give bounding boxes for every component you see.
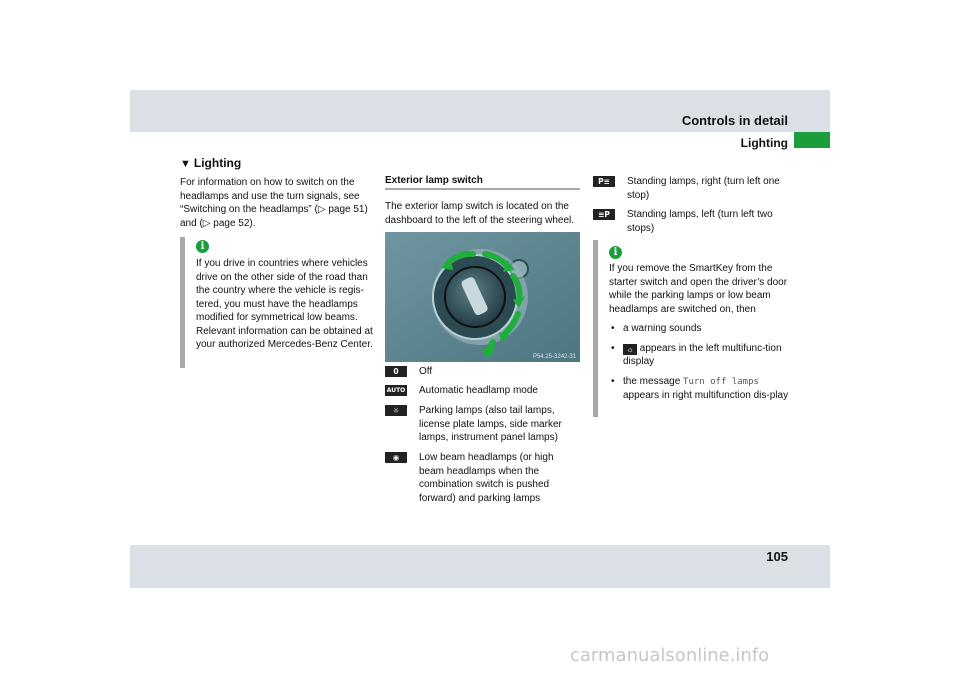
bullet-text: a warning sounds (623, 323, 702, 334)
bullet-warning-sound (609, 322, 789, 336)
footer-band (130, 545, 830, 588)
switch-item-parking (385, 404, 585, 446)
switch-item-low-beam (385, 451, 585, 507)
standing-label: Standing lamps, right (turn left one stop) (627, 176, 780, 201)
bullet-text: appears in the left multifunc-tion display (623, 342, 782, 367)
lamp-warning-icon: ☼ (623, 344, 637, 355)
bullet-display-icon (609, 342, 789, 369)
triangle-icon: ▼ (180, 158, 191, 170)
lamp-switch-photo (385, 232, 580, 362)
exterior-title: Exterior lamp switch (385, 175, 483, 186)
info-bar (180, 237, 185, 368)
info-text: If you drive in countries where vehicles drive on the other side of the road than the country where the vehicle is regis-tered, you must have the headlamps modified for symmetrical low beams. Relevant information can be obtained at your authorized Mercedes-Benz Center. (196, 258, 373, 350)
intro-text: For information on how to switch on the headlamps and use the turn signals, see “Switching on the headlamps” (▷ page 51) and (▷ page 52). (180, 177, 368, 229)
switch-item-label: Low beam headlamps (or high beam headlamps when the combination switch is pushed forward) and parking lamps (419, 452, 554, 504)
info-box-smartkey (593, 240, 793, 417)
page-number: 105 (766, 549, 788, 564)
section-title-text: Lighting (193, 156, 242, 170)
section-title (180, 156, 241, 170)
info-icon: i (609, 246, 622, 259)
watermark: carmanualsonline.info (570, 645, 770, 666)
switch-item-label: Off (419, 366, 433, 377)
info-body (609, 262, 789, 403)
photo-code: P54.25-3242-31 (533, 354, 577, 360)
standing-lamps-left-icon: ≡P (593, 209, 615, 220)
info-icon: i (196, 240, 209, 253)
switch-item-off (385, 365, 585, 379)
chapter-tab (794, 132, 830, 148)
standing-lamps-left (593, 208, 793, 236)
standing-lamps-right-icon: P≡ (593, 176, 615, 187)
switch-item-auto (385, 384, 585, 398)
parking-lamps-icon: ☼ (385, 405, 407, 416)
bullet-text: appears in right multifunction dis-play (623, 390, 789, 401)
display-message: Turn off lamps (683, 376, 759, 387)
bullet-text: the message (623, 375, 681, 387)
exterior-intro: The exterior lamp switch is located on the dashboard to the left of the steering wheel. (385, 201, 575, 226)
switch-item-label: Automatic headlamp mode (419, 385, 538, 396)
info-box-symmetrical (180, 237, 376, 368)
standing-label: Standing lamps, left (turn left two stops) (627, 209, 773, 234)
low-beam-icon: ◉ (385, 452, 407, 463)
info-bar (593, 240, 598, 417)
bullet-message (609, 375, 789, 403)
auto-symbol-icon: AUTO (386, 387, 406, 394)
chapter-title: Controls in detail (681, 113, 788, 128)
switch-item-label: Parking lamps (also tail lamps, license plate lamps, side marker lamps, instrument panel lamps) (419, 405, 562, 443)
section-subtitle: Lighting (740, 136, 788, 150)
off-symbol-icon: 0 (385, 366, 407, 377)
info-text: If you remove the SmartKey from the starter switch and open the driver’s door while the parking lamps or low beam headlamps are switched on, then (609, 263, 788, 315)
title-rule (385, 188, 580, 190)
standing-lamps-right (593, 175, 793, 203)
